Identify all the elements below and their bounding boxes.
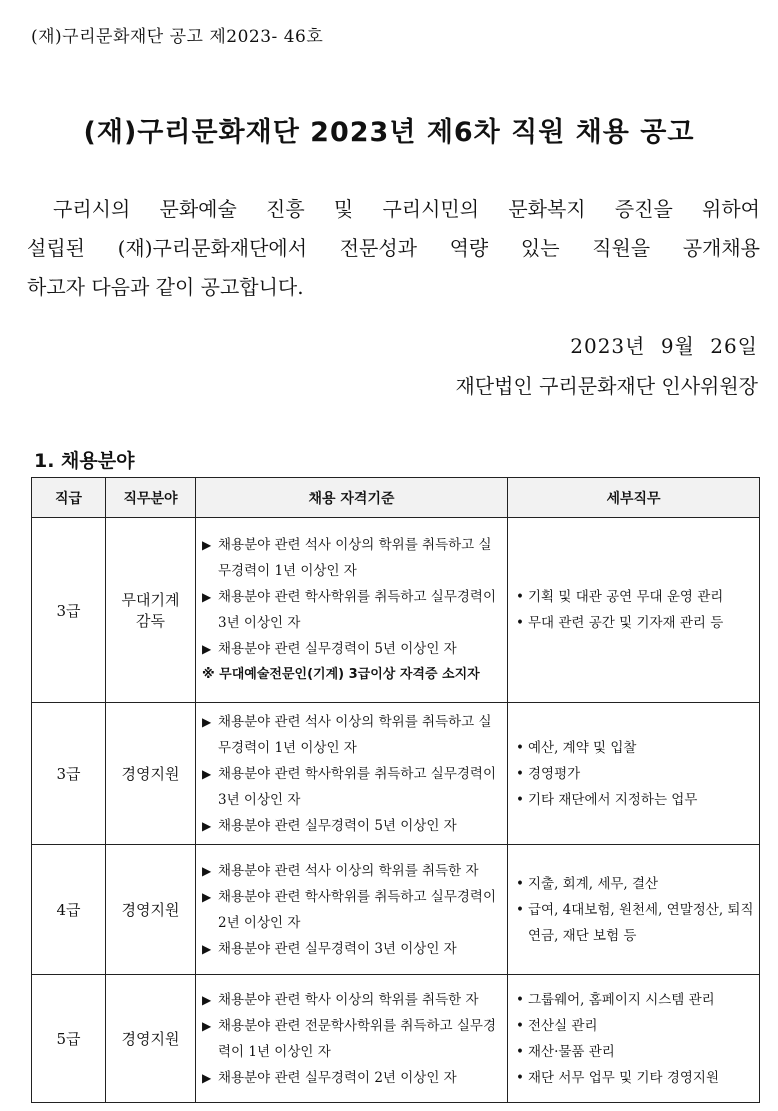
criteria-text: 채용분야 관련 학사학위를 취득하고 실무경력이 2년 이상인 자: [218, 888, 496, 931]
arrow-bullet-icon: ▶: [202, 863, 212, 878]
arrow-bullet-icon: ▶: [202, 818, 212, 833]
dot-bullet-icon: •: [516, 791, 524, 808]
dot-bullet-icon: •: [516, 1069, 524, 1086]
criteria-text: 채용분야 관련 실무경력이 5년 이상인 자: [218, 817, 457, 834]
table-row: [32, 703, 760, 845]
duty-text: 재단 서무 업무 및 기타 경영지원: [528, 1069, 719, 1086]
cell-criteria: [196, 845, 508, 975]
certificate-requirement-note: ※ 무대예술전문인(기계) 3급이상 자격증 소지자: [202, 667, 480, 682]
criteria-item: [202, 1013, 503, 1065]
criteria-item: [202, 1065, 503, 1091]
cell-field: 경영지원: [106, 975, 196, 1103]
cell-field: 경영지원: [106, 703, 196, 845]
duty-item: [516, 1039, 755, 1065]
duty-item: [516, 1013, 755, 1039]
section-title-recruitment-fields: 1. 채용분야: [34, 450, 135, 472]
criteria-text: 채용분야 관련 석사 이상의 학위를 취득한 자: [218, 862, 479, 879]
document-title: (재)구리문화재단 2023년 제6차 직원 채용 공고: [83, 117, 695, 148]
criteria-item: [202, 709, 503, 761]
duty-item: [516, 761, 755, 787]
arrow-bullet-icon: ▶: [202, 538, 212, 552]
duty-text: 기획 및 대관 공연 무대 운영 관리: [528, 589, 724, 605]
dot-bullet-icon: •: [516, 1043, 524, 1060]
arrow-bullet-icon: ▶: [202, 766, 212, 781]
criteria-text: 채용분야 관련 석사 이상의 학위를 취득하고 실무경력이 1년 이상인 자: [218, 537, 492, 579]
arrow-bullet-icon: ▶: [202, 889, 212, 904]
arrow-bullet-icon: ▶: [202, 992, 212, 1007]
duty-text: 재산·물품 관리: [528, 1043, 615, 1060]
cell-grade: 4급: [32, 845, 106, 975]
duty-text: 전산실 관리: [528, 1017, 598, 1034]
col-header-field: 직무분야: [106, 478, 196, 518]
duty-text: 그룹웨어, 홈페이지 시스템 관리: [528, 991, 715, 1008]
arrow-bullet-icon: ▶: [202, 1070, 212, 1085]
arrow-bullet-icon: ▶: [202, 941, 212, 956]
dot-bullet-icon: •: [516, 901, 524, 918]
dot-bullet-icon: •: [516, 875, 524, 892]
recruitment-table: [31, 477, 760, 1103]
intro-paragraph: [27, 190, 760, 307]
table-header-row: [32, 478, 760, 518]
dot-bullet-icon: •: [516, 1017, 524, 1034]
dot-bullet-icon: •: [516, 615, 524, 631]
table-row: [32, 845, 760, 975]
intro-line-2: 설립된 (재)구리문화재단에서 전문성과 역량 있는 직원을 공개채용: [27, 236, 760, 260]
criteria-text: 채용분야 관련 석사 이상의 학위를 취득하고 실무경력이 1년 이상인 자: [218, 713, 492, 756]
criteria-item: [202, 532, 503, 584]
cell-criteria: [196, 975, 508, 1103]
arrow-bullet-icon: ▶: [202, 642, 212, 656]
criteria-item: [202, 813, 503, 839]
criteria-item: [202, 858, 503, 884]
arrow-bullet-icon: ▶: [202, 590, 212, 604]
criteria-item: [202, 584, 503, 636]
col-header-criteria: 채용 자격기준: [196, 478, 508, 518]
arrow-bullet-icon: ▶: [202, 1018, 212, 1033]
duty-item: [516, 584, 755, 610]
criteria-item: [202, 636, 503, 662]
criteria-text: 채용분야 관련 학사학위를 취득하고 실무경력이 3년 이상인 자: [218, 589, 496, 631]
cell-duties: [508, 975, 760, 1103]
criteria-text: 채용분야 관련 실무경력이 5년 이상인 자: [218, 641, 457, 657]
duty-item: [516, 735, 755, 761]
cell-grade: 3급: [32, 518, 106, 703]
issuer-name: 재단법인 구리문화재단 인사위원장: [455, 374, 758, 398]
criteria-text: 채용분야 관련 전문학사학위를 취득하고 실무경력이 1년 이상인 자: [218, 1017, 496, 1060]
criteria-item: [202, 987, 503, 1013]
duty-text: 경영평가: [528, 765, 581, 782]
duty-text: 기타 재단에서 지정하는 업무: [528, 791, 698, 808]
table-row: [32, 975, 760, 1103]
criteria-item: [202, 936, 503, 962]
duty-item: [516, 897, 755, 949]
criteria-text: 채용분야 관련 학사 이상의 학위를 취득한 자: [218, 991, 479, 1008]
duty-item: [516, 987, 755, 1013]
criteria-item: [202, 761, 503, 813]
cell-duties: [508, 518, 760, 703]
col-header-grade: 직급: [32, 478, 106, 518]
cell-duties: [508, 703, 760, 845]
duty-item: [516, 1065, 755, 1091]
dot-bullet-icon: •: [516, 589, 524, 605]
cell-grade: 5급: [32, 975, 106, 1103]
duty-item: [516, 871, 755, 897]
intro-line-3: 하고자 다음과 같이 공고합니다.: [27, 275, 304, 299]
notice-date: 2023년 9월 26일: [570, 334, 758, 358]
dot-bullet-icon: •: [516, 765, 524, 782]
duty-item: [516, 610, 755, 636]
duty-text: 예산, 계약 및 입찰: [528, 739, 637, 756]
duty-text: 급여, 4대보험, 원천세, 연말정산, 퇴직연금, 재단 보험 등: [528, 901, 754, 944]
dot-bullet-icon: •: [516, 739, 524, 756]
notice-reference-number: (재)구리문화재단 공고 제2023- 46호: [31, 27, 324, 47]
cell-criteria: [196, 703, 508, 845]
cell-duties: [508, 845, 760, 975]
intro-line-1: 구리시의 문화예술 진흥 및 구리시민의 문화복지 증진을 위하여: [53, 197, 760, 221]
arrow-bullet-icon: ▶: [202, 714, 212, 729]
duty-text: 무대 관련 공간 및 기자재 관리 등: [528, 615, 724, 631]
duty-item: [516, 787, 755, 813]
dot-bullet-icon: •: [516, 991, 524, 1008]
criteria-text: 채용분야 관련 학사학위를 취득하고 실무경력이 3년 이상인 자: [218, 765, 496, 808]
cell-field: 무대기계 감독: [106, 518, 196, 703]
table-row: [32, 518, 760, 703]
criteria-text: 채용분야 관련 실무경력이 2년 이상인 자: [218, 1069, 457, 1086]
criteria-item: [202, 884, 503, 936]
duty-text: 지출, 회계, 세무, 결산: [528, 875, 659, 892]
cell-field: 경영지원: [106, 845, 196, 975]
cell-grade: 3급: [32, 703, 106, 845]
cell-criteria: [196, 518, 508, 703]
criteria-text: 채용분야 관련 실무경력이 3년 이상인 자: [218, 940, 457, 957]
col-header-duties: 세부직무: [508, 478, 760, 518]
